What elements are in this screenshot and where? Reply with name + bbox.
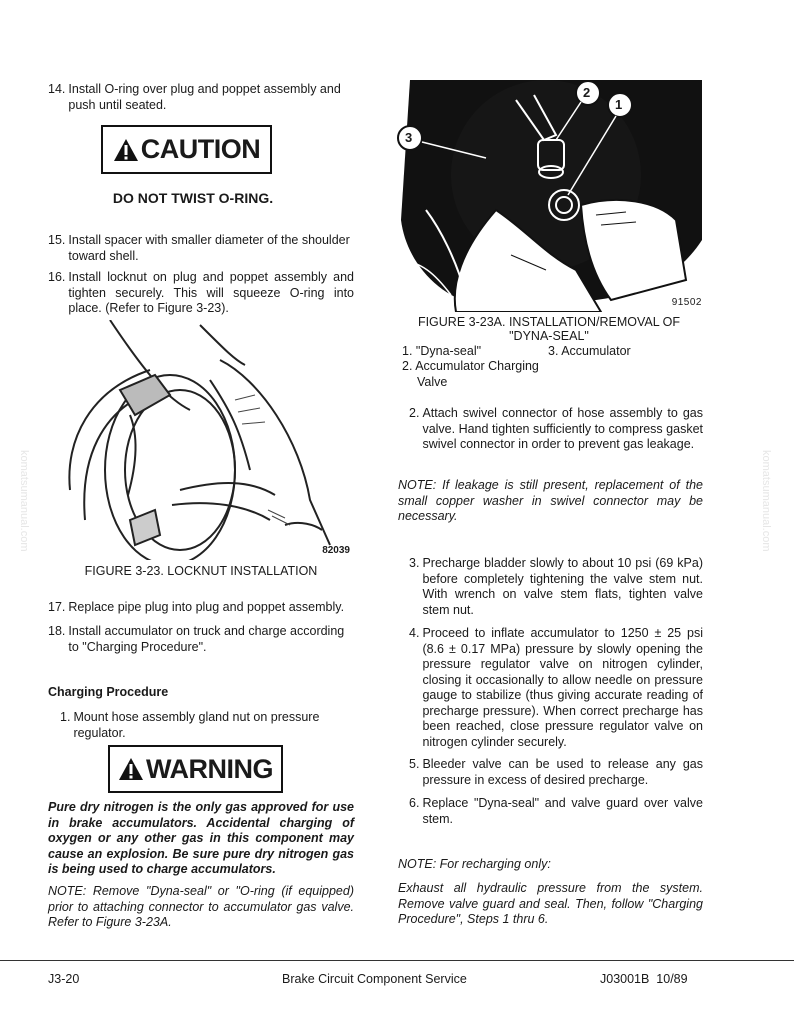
note-recharging-heading: NOTE: For recharging only: [398,857,551,871]
step-16: 16. Install locknut on plug and poppet assembly and tighten securely. This will squeeze O-ring into place. (Refer to Figure 3-23). [48,270,354,315]
locknut-installation-illustration [60,320,352,560]
dyna-seal-illustration [396,80,702,312]
charging-step-3: 3. Precharge bladder slowly to about 10 psi (69 kPa) before completely tightening the valve stem nut. With wrench on valve stem flats, tighten valve stem nut. [409,556,703,617]
warning-label: WARNING [146,753,273,784]
caution-sign [101,125,272,174]
figure-3-23-code: 82039 [322,545,350,556]
step-15: 15. Install spacer with smaller diameter of the shoulder toward shell. [48,233,350,263]
footer-title: Brake Circuit Component Service [282,972,467,986]
warning-triangle-icon [118,757,144,781]
figure-3-23 [60,320,352,560]
legend-item-3: 3. Accumulator [548,344,631,358]
charging-step-2: 2. Attach swivel connector of hose assembly to gas valve. Hand tighten sufficiently to compress gasket swivel connector in order to prevent gas leakage. [409,406,703,451]
charging-step-4: 4. Proceed to inflate accumulator to 1250 ± 25 psi (8.6 ± 0.17 MPa) pressure by slowly opening the pressure regulator valve on nitrogen cylinder, closing it occasionally to allow needle on pressure gauge to stabilize (thus giving accurate reading of precharge pressure). When correct precharge has been reached, close pressure regulator valve on nitrogen cylinder securely. [409,626,703,749]
legend-item-1: 1. "Dyna-seal" [402,344,482,358]
caution-label: CAUTION [140,134,261,164]
charging-step-6: 6. Replace "Dyna-seal" and valve guard over valve stem. [409,796,703,826]
callout-2: 2 [583,85,591,100]
footer-doc-number: J03001B 10/89 [600,972,688,986]
note-recharging-text: Exhaust all hydraulic pressure from the system. Remove valve guard and seal. Then, follow "Charging Procedure", Steps 1 thru 6. [398,881,703,926]
footer-page-number: J3-20 [48,972,80,986]
step-14: 14. Install O-ring over plug and poppet assembly and push until seated. [48,82,341,112]
charging-step-1: 1. Mount hose assembly gland nut on pressure regulator. [60,710,320,740]
footer-rule [0,960,794,961]
charging-procedure-heading: Charging Procedure [48,685,169,699]
caution-text: DO NOT TWIST O-RING. [112,190,274,206]
warning-text: Pure dry nitrogen is the only gas approved for use in brake accumulators. Accidental charging of oxygen or any other gas in this component may cause an explosion. Be sure pure dry nitrogen gas is being used to charge accumulators. [48,800,354,876]
warning-triangle-icon [113,138,139,162]
figure-3-23a [396,80,702,312]
watermark-left: komatsumanual.com [18,450,30,552]
charging-step-5: 5. Bleeder valve can be used to release any gas pressure in excess of desired precharge. [409,757,703,787]
legend-item-2: 2. Accumulator Charging Valve [402,359,539,389]
step-18: 18. Install accumulator on truck and charge according to "Charging Procedure". [48,624,345,654]
figure-3-23a-code: 91502 [671,297,702,308]
warning-sign [108,745,283,793]
step-17: 17. Replace pipe plug into plug and poppet assembly. [48,600,345,614]
figure-3-23-caption: FIGURE 3-23. LOCKNUT INSTALLATION [84,564,318,578]
figure-3-23a-caption: FIGURE 3-23A. INSTALLATION/REMOVAL OF "DYNA-SEAL" [417,315,681,343]
note-leakage: NOTE: If leakage is still present, replacement of the small copper washer in swivel connector may be necessary. [398,478,703,523]
callout-1: 1 [615,97,623,112]
note-dyna-seal: NOTE: Remove "Dyna-seal" or "O-ring (if equipped) prior to attaching connector to accumulator gas valve. Refer to Figure 3-23A. [48,884,354,929]
watermark-right: komatsumanual.com [760,450,772,552]
callout-3: 3 [405,130,413,145]
